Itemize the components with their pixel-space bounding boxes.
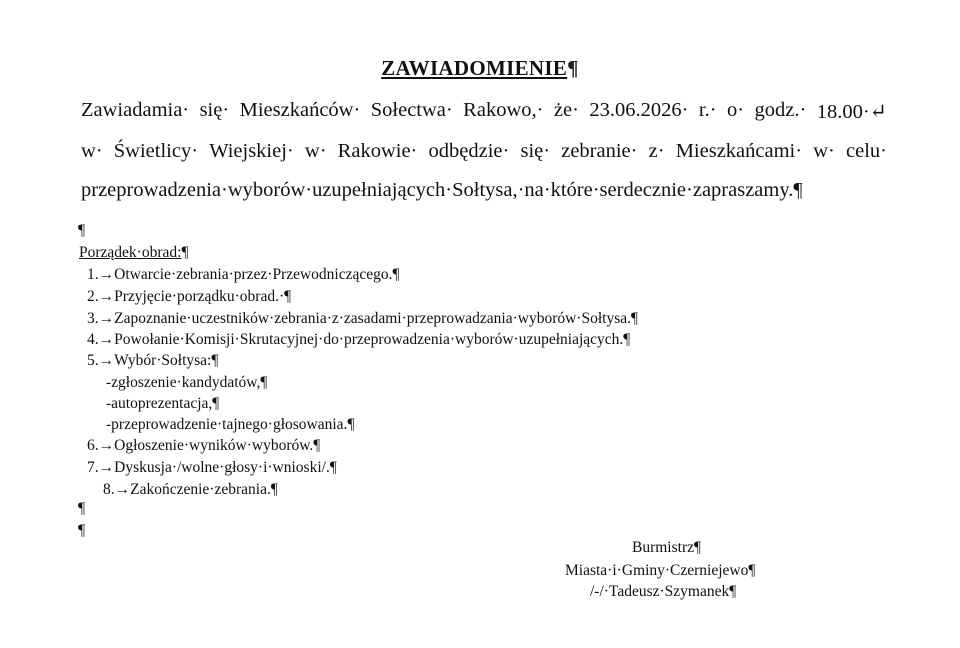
agenda-item-text: 4.→Powołanie·Komisji·Skrutacyjnej·do·przeprowadzenia·wyborów·uzupełniających. [87,331,624,348]
pilcrow: ¶ [260,374,268,391]
agenda-item [87,310,638,328]
agenda-sub-item [106,395,219,413]
intro-word: Świetlicy· [113,140,199,162]
agenda-sub-item-text: -przeprowadzenie·tajnego·głosowania. [106,416,348,433]
signature-name-text: /-/·Tadeusz·Szymanek [590,583,730,600]
agenda-item-text: 6.→Ogłoszenie·wyników·wyborów. [87,437,314,454]
agenda-item-text: 7.→Dyskusja·/wolne·głosy·i·wnioski/. [87,459,330,476]
intro-word: odbędzie· [428,140,510,162]
intro-word: Rakowo,· [463,99,544,121]
pilcrow: ¶ [729,583,737,600]
signature-office [565,562,755,580]
intro-word: Rakowie· [337,140,418,162]
agenda-item [87,266,400,284]
signature-title-text: Burmistrz [632,539,694,556]
intro-line-3-text: przeprowadzenia·wyborów·uzupełniających·Sołtysa,·na·które·serdecznie·zapraszamy. [81,179,794,201]
pilcrow: ¶ [284,288,292,305]
agenda-item-text: 3.→Zapoznanie·uczestników·zebrania·z·zasadami·przeprowadzania·wyborów·Sołtysa. [87,310,631,327]
empty-paragraph-mark: ¶ [78,522,86,539]
intro-line-1-words [81,99,887,124]
pilcrow: ¶ [270,481,278,498]
intro-word: że· [553,99,579,121]
pilcrow: ¶ [392,266,400,283]
intro-word: 23.06.2026· [589,99,689,121]
intro-word: w· [813,140,835,162]
intro-word: zebranie· [561,140,638,162]
intro-line-1 [81,99,891,124]
intro-word: 18.00·↵ [816,101,887,123]
intro-word: Mieszkańcami· [675,140,803,162]
intro-word: Sołectwa· [370,99,453,121]
pilcrow: ¶ [329,459,337,476]
signature-name [590,583,736,601]
agenda-item [87,459,337,477]
agenda-item [103,481,278,499]
pilcrow: ¶ [630,310,639,327]
agenda-sub-item-text: -autoprezentacja, [106,395,213,412]
empty-paragraph-mark: ¶ [78,500,86,517]
intro-word: godz.· [754,99,807,121]
intro-line-2-words [81,140,887,163]
intro-word: Zawiadamia· [81,99,190,121]
agenda-item-text: 8.→Zakończenie·zebrania. [103,481,271,498]
agenda-heading [79,244,188,262]
intro-word: w· [81,140,103,162]
intro-word: się· [520,140,551,162]
title-text: ZAWIADOMIENIE [381,56,568,80]
agenda-item-text: 1.→Otwarcie·zebrania·przez·Przewodniczącego. [87,266,393,283]
agenda-item [87,288,291,306]
pilcrow: ¶ [623,331,631,348]
intro-word: w· [304,140,327,162]
signature-title [632,539,701,557]
intro-word: o· [726,99,745,121]
pilcrow: ¶ [694,539,702,556]
pilcrow: ¶ [748,562,756,579]
empty-paragraph-mark: ¶ [78,222,86,239]
intro-line-3 [81,179,891,202]
agenda-heading-text: Porządek·obrad: [79,244,182,261]
title-pilcrow: ¶ [567,56,579,80]
document-title [0,56,960,81]
agenda-sub-item-text: -zgłoszenie·kandydatów, [106,374,261,391]
pilcrow: ¶ [347,416,355,433]
intro-word: z· [648,140,665,162]
agenda-item [87,437,320,455]
intro-line-3-pilcrow: ¶ [793,179,803,201]
agenda-heading-pilcrow: ¶ [181,244,189,261]
pilcrow: ¶ [313,437,321,454]
intro-word: r.· [698,99,717,121]
pilcrow: ¶ [212,395,220,412]
signature-office-text: Miasta·i·Gminy·Czerniejewo [565,562,749,579]
agenda-item [87,331,630,349]
agenda-sub-item [106,416,354,434]
agenda-item [87,352,218,370]
agenda-item-text: 5.→Wybór·Sołtysa: [87,352,212,369]
intro-line-2 [81,140,891,163]
agenda-item-text: 2.→Przyjęcie·porządku·obrad.· [87,288,285,305]
intro-word: się· [199,99,230,121]
intro-word: Mieszkańców· [239,99,361,121]
agenda-sub-item [106,374,267,392]
intro-word: Wiejskiej· [209,140,294,162]
pilcrow: ¶ [211,352,219,369]
intro-word: celu· [846,140,887,162]
